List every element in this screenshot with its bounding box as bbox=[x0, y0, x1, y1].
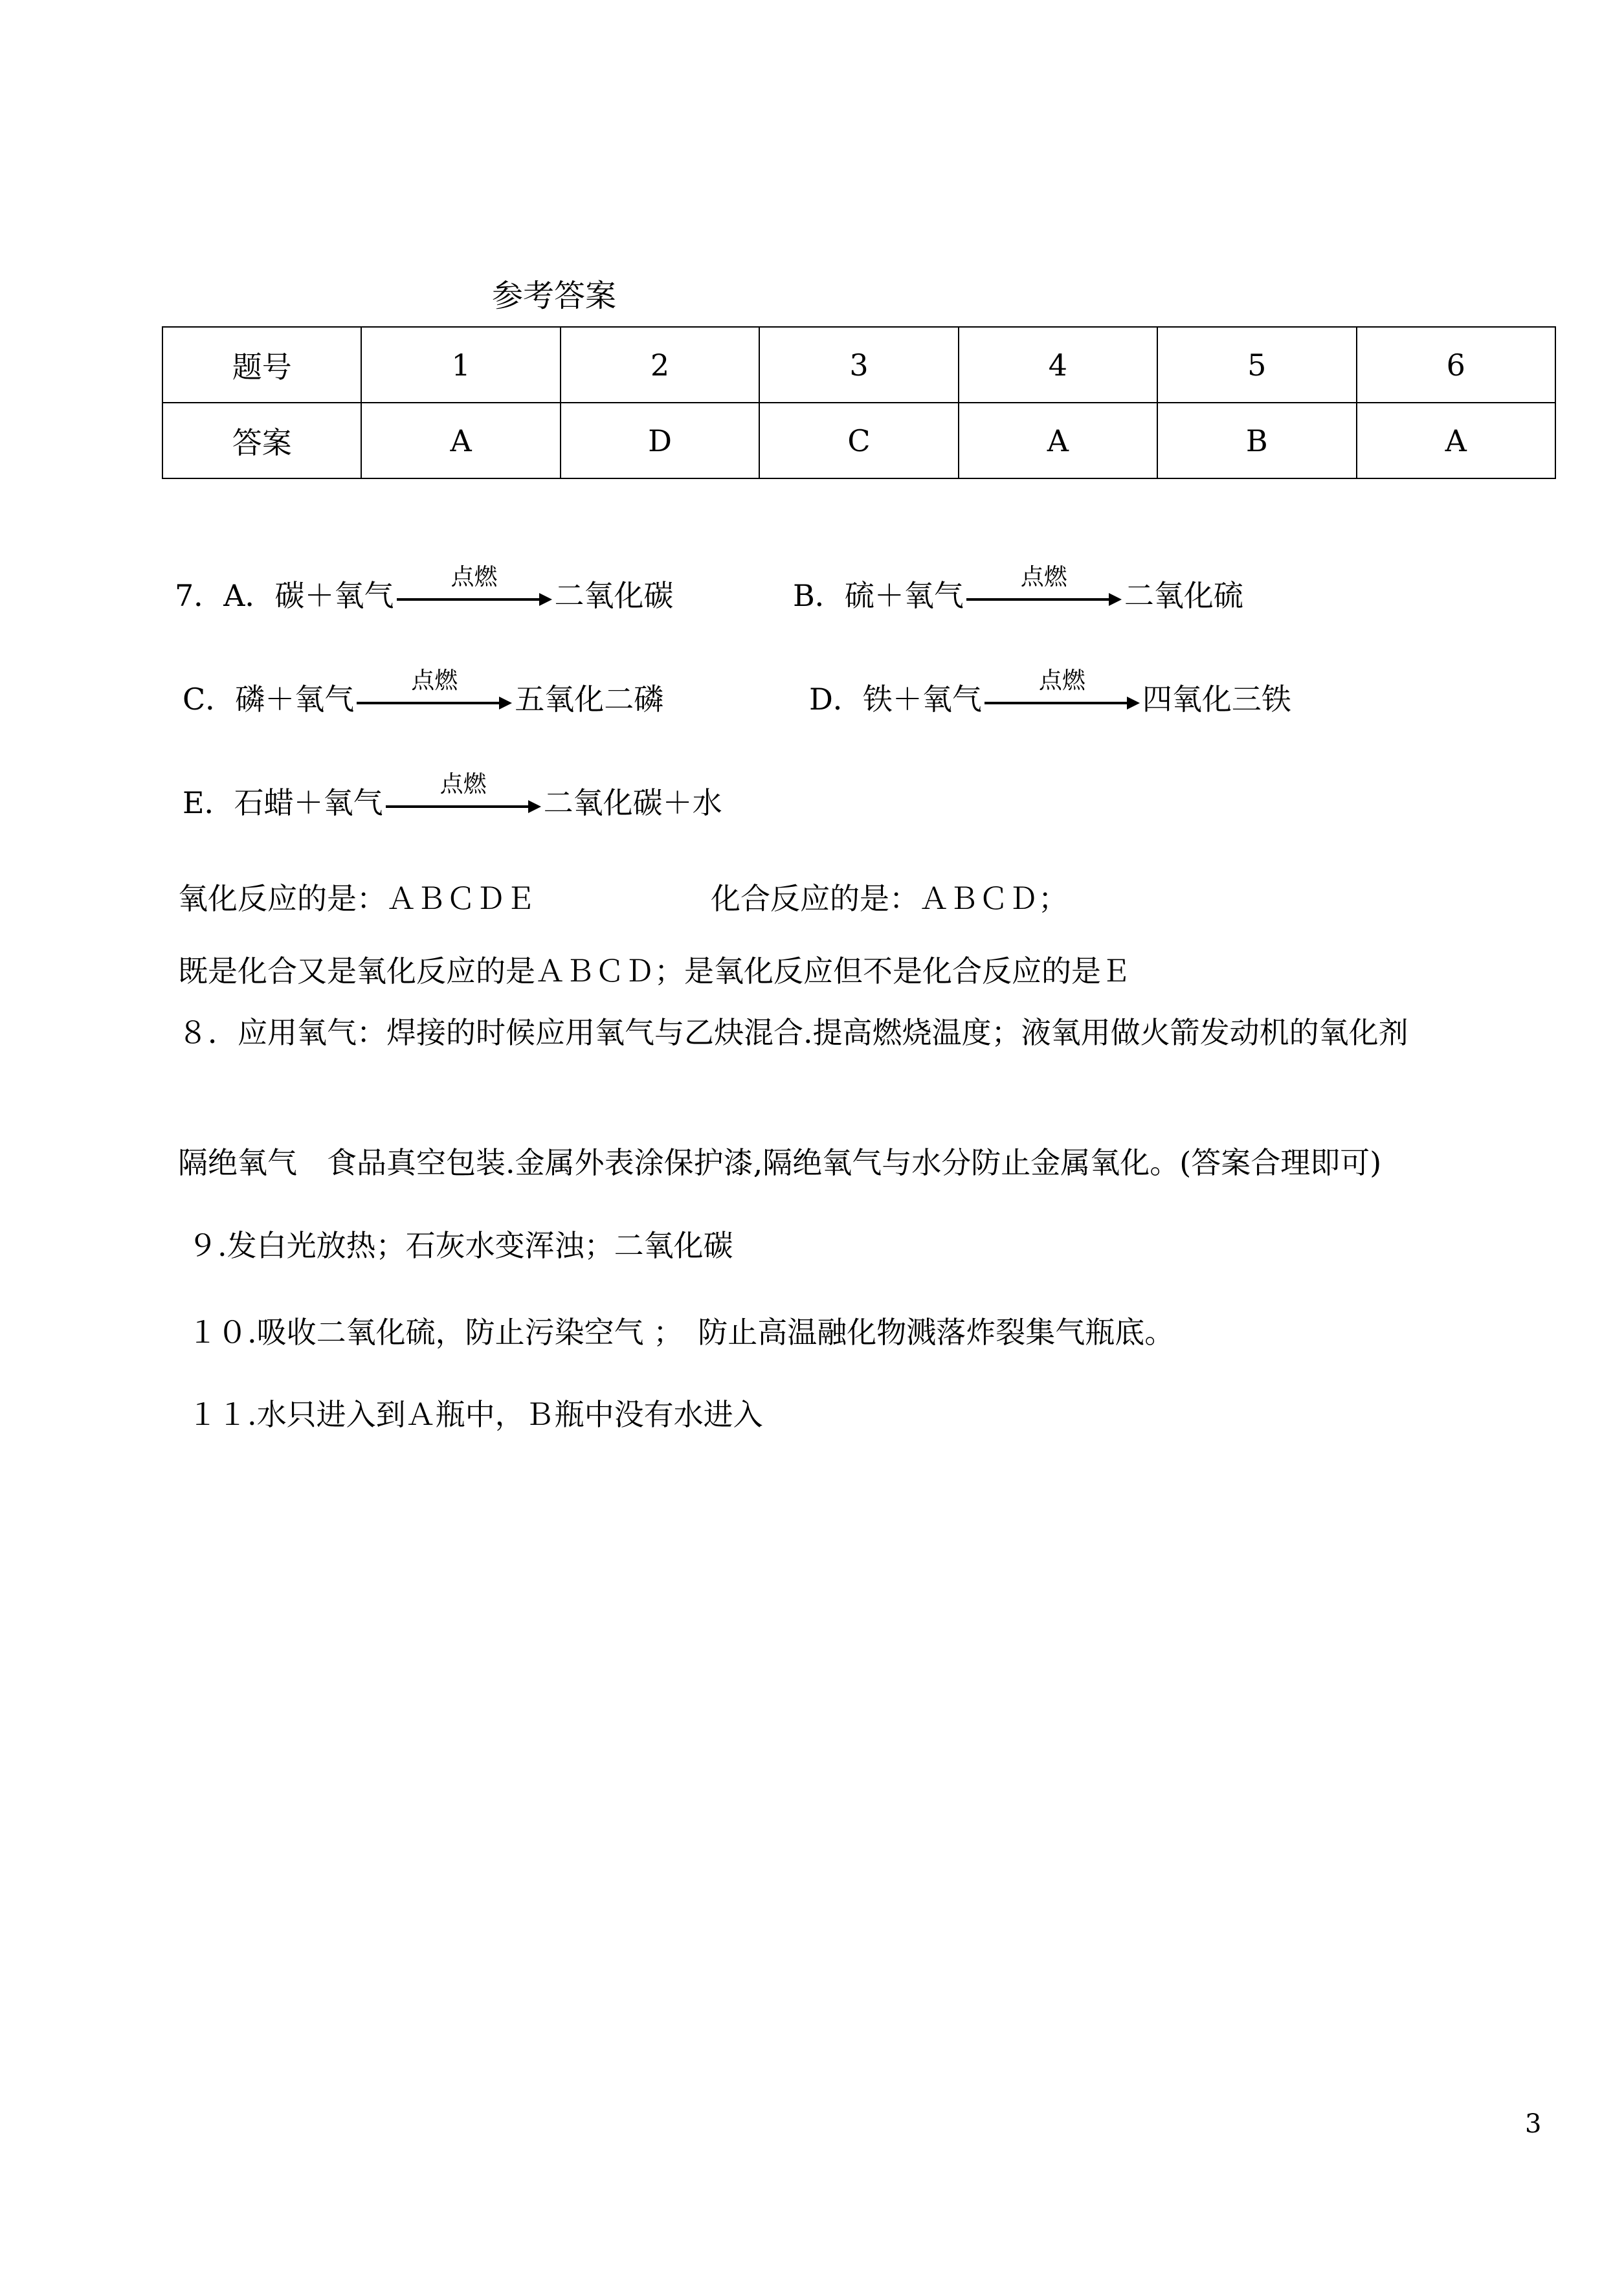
reaction-label: B． bbox=[793, 578, 845, 613]
answer-table bbox=[162, 326, 1556, 479]
reactants: 硫＋氧气 bbox=[844, 578, 964, 613]
reaction-condition: 点燃 bbox=[1038, 667, 1085, 694]
table-cell: B bbox=[1157, 403, 1356, 478]
table-cell: A bbox=[1357, 403, 1555, 478]
reactants: 磷＋氧气 bbox=[235, 682, 355, 717]
question-number: 7． bbox=[175, 578, 224, 613]
reaction-c bbox=[183, 667, 664, 719]
reaction-b bbox=[793, 564, 1243, 615]
reaction-arrow bbox=[357, 667, 512, 719]
combination-answer: 化合反应的是：ＡＢＣＤ； bbox=[711, 881, 1068, 916]
both-answer: 既是化合又是氧化反应的是ＡＢＣＤ；是氧化反应但不是化合反应的是Ｅ bbox=[178, 954, 1131, 989]
reaction-arrow bbox=[984, 667, 1140, 719]
product: 二氧化碳 bbox=[554, 578, 674, 613]
reaction-condition: 点燃 bbox=[1020, 564, 1067, 590]
page-number: 3 bbox=[1525, 2109, 1542, 2139]
table-cell: 4 bbox=[959, 327, 1157, 403]
reaction-condition: 点燃 bbox=[439, 771, 487, 798]
reaction-condition: 点燃 bbox=[450, 564, 498, 590]
table-cell: D bbox=[561, 403, 759, 478]
reaction-e bbox=[183, 771, 722, 822]
reaction-label: C． bbox=[183, 682, 236, 717]
reactants: 铁＋氧气 bbox=[862, 682, 982, 717]
q10-answer: １０.吸收二氧化硫，防止污染空气 ； 防止高温融化物溅落炸裂集气瓶底。 bbox=[188, 1315, 1175, 1350]
table-cell: A bbox=[361, 403, 560, 478]
reaction-d bbox=[809, 667, 1291, 719]
reaction-label: D． bbox=[809, 682, 863, 717]
page-title: 参考答案 bbox=[492, 278, 617, 314]
q9-answer: ９.发白光放热；石灰水变浑浊；二氧化碳 bbox=[188, 1228, 733, 1263]
reaction-condition: 点燃 bbox=[411, 667, 458, 694]
reaction-label: E． bbox=[183, 785, 234, 820]
reactants: 碳＋氧气 bbox=[274, 578, 394, 613]
table-cell: C bbox=[759, 403, 958, 478]
reaction-arrow bbox=[966, 564, 1122, 615]
table-cell: 答案 bbox=[162, 403, 361, 478]
oxidation-answer: 氧化反应的是：ＡＢＣＤＥ bbox=[178, 881, 535, 916]
table-cell: 6 bbox=[1357, 327, 1555, 403]
product: 五氧化二磷 bbox=[515, 682, 664, 717]
reaction-arrow bbox=[386, 771, 541, 822]
table-cell: 1 bbox=[361, 327, 560, 403]
table-cell: 5 bbox=[1157, 327, 1356, 403]
table-cell: A bbox=[959, 403, 1157, 478]
q8-line1: ８．应用氧气：焊接的时候应用氧气与乙炔混合.提高燃烧温度；液氧用做火箭发动机的氧化剂 bbox=[178, 1015, 1408, 1050]
reactants: 石蜡＋氧气 bbox=[234, 785, 383, 820]
q11-answer: １１.水只进入到Ａ瓶中，Ｂ瓶中没有水进入 bbox=[188, 1397, 763, 1432]
q8-line2: 隔绝氧气 食品真空包装.金属外表涂保护漆,隔绝氧气与水分防止金属氧化。(答案合理即可) bbox=[178, 1145, 1382, 1180]
reaction-label: A． bbox=[223, 578, 275, 613]
table-cell: 2 bbox=[561, 327, 759, 403]
reaction-a bbox=[175, 564, 674, 615]
product: 二氧化硫 bbox=[1124, 578, 1243, 613]
table-cell: 3 bbox=[759, 327, 958, 403]
table-row bbox=[162, 327, 1555, 403]
reaction-arrow bbox=[397, 564, 552, 615]
table-row bbox=[162, 403, 1555, 478]
product: 四氧化三铁 bbox=[1142, 682, 1291, 717]
product: 二氧化碳＋水 bbox=[543, 785, 722, 820]
table-cell: 题号 bbox=[162, 327, 361, 403]
